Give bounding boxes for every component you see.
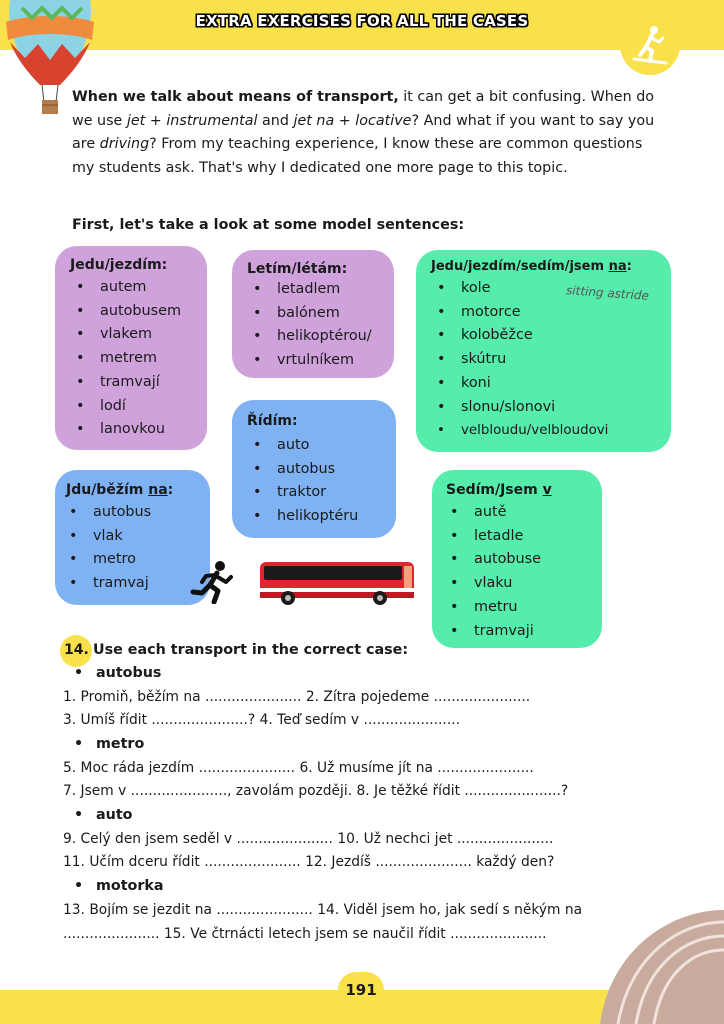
list-item: • tramvají (72, 371, 181, 395)
box-letim-letam (232, 250, 394, 378)
box-title: Letím/létám: (247, 261, 348, 277)
list-item: • kole (433, 277, 608, 301)
list-item: • helikoptéru (249, 505, 358, 529)
box-ridim (232, 400, 396, 538)
title-text: : (167, 482, 174, 498)
title-text: Sedím/Jsem (446, 482, 543, 498)
box-title (431, 259, 632, 274)
list-item: • metro (65, 548, 151, 572)
list-item: • motorce (433, 301, 608, 325)
list-item: • koloběžce (433, 324, 608, 348)
list-item: • skútru (433, 348, 608, 372)
page-number: 191 (338, 972, 384, 1008)
list-item: • koni (433, 372, 608, 396)
exercise-line: ...................... 15. Ve čtrnácti letech jsem se naučil řídit ...................... (63, 926, 547, 942)
intro-italic: jet na + locative (293, 112, 412, 129)
sitting-astride-note: sitting astride (565, 283, 650, 303)
list-item: • vlakem (72, 323, 181, 347)
list-item: • slonu/slonovi (433, 396, 608, 420)
model-sentences-heading: First, let's take a look at some model sentences: (72, 217, 465, 233)
vocab-auto (74, 807, 132, 823)
exercise-line: 7. Jsem v ......................, zavolám později. 8. Je těžké řídit ......................? (63, 783, 569, 799)
vocab-label: motorka (96, 878, 164, 894)
list-item: • vlak (65, 525, 151, 549)
list-item: • vlaku (446, 572, 541, 596)
running-person-icon (188, 560, 234, 604)
title-text: Jedu/jezdím/sedím/jsem (431, 259, 609, 274)
list-item: • autobuse (446, 548, 541, 572)
list-item: • letadle (446, 525, 541, 549)
box-title: Jedu/jezdím: (70, 257, 168, 273)
list-item: • balónem (249, 302, 372, 326)
list-item: • tramvaji (446, 620, 541, 644)
title-underlined: na (608, 259, 627, 274)
exercise-number-badge (60, 635, 92, 667)
box-sedim-na (416, 250, 671, 452)
box-list (72, 276, 181, 442)
list-item: • autě (446, 501, 541, 525)
intro-text: it can get a bit confusing. When do we use (72, 89, 655, 129)
intro-italic: jet + instrumental (126, 112, 258, 129)
list-item: • auto (249, 434, 358, 458)
corner-decoration (590, 900, 724, 1024)
list-item: • helikoptérou/ (249, 325, 372, 349)
intro-paragraph (72, 86, 662, 180)
list-item: • autobus (65, 501, 151, 525)
exercise-line: 11. Učím dceru řídit ...................... 12. Jezdíš ...................... každý den? (63, 854, 555, 870)
list-item: • tramvaj (65, 572, 151, 596)
box-list (433, 277, 608, 443)
vocab-motorka (74, 878, 164, 894)
list-item: • autem (72, 276, 181, 300)
box-title (446, 482, 552, 498)
intro-text: ? From my teaching experience, I know these are common questions my students ask. That's why I dedicated one more page to this topic. (72, 136, 643, 176)
box-list (446, 501, 541, 643)
list-item: • traktor (249, 481, 358, 505)
treadmill-badge (620, 15, 680, 75)
box-list (65, 501, 151, 596)
title-text: : (626, 259, 632, 274)
intro-bold: When we talk about means of transport, (72, 89, 399, 105)
vocab-label: metro (96, 736, 145, 752)
list-item (249, 349, 372, 373)
intro-text: ? And what if you want to say you are (72, 112, 655, 152)
vocab-autobus (74, 665, 161, 681)
page-title: EXTRA EXERCISES FOR ALL THE CASES (195, 12, 529, 30)
exercise-line: 1. Promiň, běžím na ...................... 2. Zítra pojedeme ...................... (63, 689, 531, 705)
running-person-icon (632, 25, 668, 65)
list-item: • autobus (249, 458, 358, 482)
intro-italic: driving (99, 136, 150, 152)
box-sedim-jsem-v (432, 470, 602, 648)
exercise-line: 3. Umíš řídit ......................? 4. Teď sedím v ...................... (63, 712, 460, 728)
exercise-line: 9. Celý den jsem seděl v ...................... 10. Už nechci jet ...................... (63, 831, 554, 847)
title-underlined: na (148, 482, 168, 498)
vocab-label: auto (96, 807, 133, 823)
list-item: • lodí (72, 395, 181, 419)
box-title: Řídím: (247, 413, 298, 429)
box-list (249, 278, 372, 373)
list-item: • metrem (72, 347, 181, 371)
box-list (249, 434, 358, 529)
exercise-title: Use each transport in the correct case: (93, 642, 409, 658)
exercise-line: 5. Moc ráda jezdím ...................... 6. Už musíme jít na ...................... (63, 760, 534, 776)
box-jdu-bezim-na (55, 470, 210, 605)
list-item: • metru (446, 596, 541, 620)
bus-illustration (258, 560, 418, 608)
intro-text: and (257, 112, 294, 129)
box-jedu-jezdim (55, 246, 207, 450)
title-underlined: v (542, 482, 552, 498)
vocab-label: autobus (96, 665, 162, 681)
title-text: Jdu/běžím (66, 482, 149, 498)
list-item: • velbloudu/velbloudovi (433, 419, 608, 443)
list-item-continuation: vrtulníkem (277, 352, 355, 369)
exercise-number: 14. (64, 642, 89, 658)
exercise-line: 13. Bojím se jezdit na ...................... 14. Viděl jsem ho, jak sedí s někým na (63, 902, 583, 918)
list-item: • lanovkou (72, 418, 181, 442)
list-item: • letadlem (249, 278, 372, 302)
list-item: • autobusem (72, 300, 181, 324)
vocab-metro (74, 736, 144, 752)
box-title (66, 482, 173, 498)
